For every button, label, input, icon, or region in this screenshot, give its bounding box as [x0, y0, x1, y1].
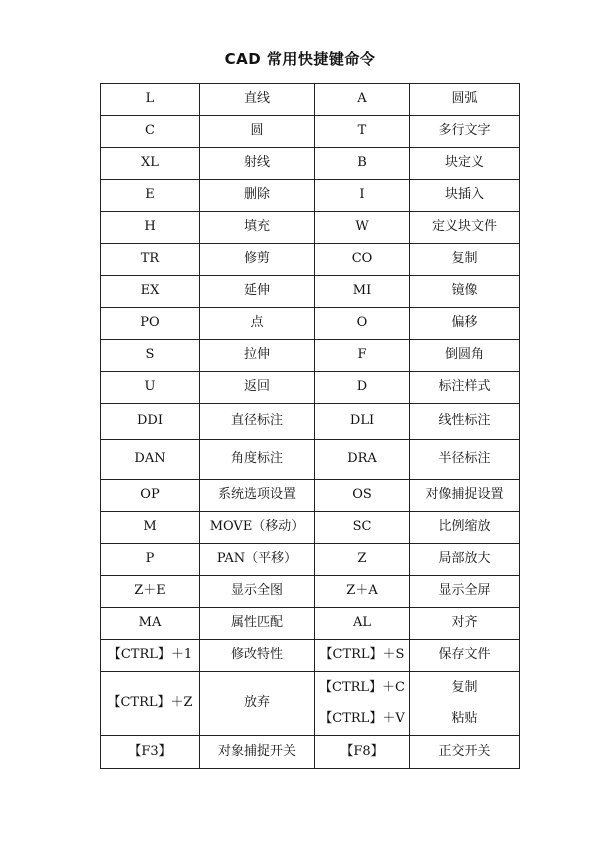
shortcut-key: PO [101, 308, 200, 340]
shortcut-key: EX [101, 276, 200, 308]
command-name: 半径标注 [410, 440, 520, 480]
command-name: 粘贴 [451, 711, 478, 726]
shortcut-key: U [101, 372, 200, 404]
shortcut-key: 【CTRL】＋C [319, 679, 405, 695]
table-row [101, 148, 520, 180]
command-name: 射线 [200, 148, 315, 180]
command-name: 对像捕捉设置 [410, 480, 520, 512]
shortcut-key: 【CTRL】＋V [319, 711, 405, 726]
command-name: 块定义 [410, 148, 520, 180]
command-name: 圆 [200, 116, 315, 148]
shortcut-key: L [101, 84, 200, 116]
command-name: 倒圆角 [410, 340, 520, 372]
command-name: 对齐 [410, 608, 520, 640]
shortcut-key: AL [315, 608, 410, 640]
table-row [101, 736, 520, 769]
shortcut-key: 【CTRL】＋S [315, 640, 410, 672]
shortcut-key: DAN [101, 440, 200, 480]
command-name: 角度标注 [200, 440, 315, 480]
shortcut-key: T [315, 116, 410, 148]
command-name: PAN（平移） [200, 544, 315, 576]
table-row [101, 640, 520, 672]
shortcut-key: CO [315, 244, 410, 276]
command-name: 圆弧 [410, 84, 520, 116]
shortcut-key: O [315, 308, 410, 340]
table-row [101, 276, 520, 308]
shortcut-key: Z＋A [315, 576, 410, 608]
shortcut-key: OS [315, 480, 410, 512]
shortcut-key: D [315, 372, 410, 404]
command-name: 删除 [200, 180, 315, 212]
table-row [101, 116, 520, 148]
shortcut-key: E [101, 180, 200, 212]
shortcut-key: M [101, 512, 200, 544]
command-name: 填充 [200, 212, 315, 244]
shortcut-key: Z＋E [101, 576, 200, 608]
command-name: 拉伸 [200, 340, 315, 372]
shortcut-key: I [315, 180, 410, 212]
command-name: 多行文字 [410, 116, 520, 148]
shortcut-key: C [101, 116, 200, 148]
shortcut-key: DRA [315, 440, 410, 480]
shortcut-key: H [101, 212, 200, 244]
table-row [101, 608, 520, 640]
shortcut-key: W [315, 212, 410, 244]
table-row [101, 512, 520, 544]
table-row [101, 372, 520, 404]
shortcut-key: MI [315, 276, 410, 308]
command-name: 保存文件 [410, 640, 520, 672]
command-name: 直径标注 [200, 404, 315, 440]
shortcut-key: DLI [315, 404, 410, 440]
command-name: 延伸 [200, 276, 315, 308]
command-name: 比例缩放 [410, 512, 520, 544]
table-row [101, 404, 520, 440]
shortcut-key: P [101, 544, 200, 576]
command-name: 显示全图 [200, 576, 315, 608]
table-row [101, 672, 520, 736]
command-name: 块插入 [410, 180, 520, 212]
table-row [101, 212, 520, 244]
table-row [101, 544, 520, 576]
command-name: 复制 [410, 244, 520, 276]
command-name: 复制 [451, 679, 478, 695]
command-name: 修改特性 [200, 640, 315, 672]
command-name: 偏移 [410, 308, 520, 340]
command-name: 标注样式 [410, 372, 520, 404]
table-row [101, 84, 520, 116]
table-row [101, 244, 520, 276]
command-name: 返回 [200, 372, 315, 404]
command-name: 放弃 [200, 672, 315, 736]
shortcut-key: A [315, 84, 410, 116]
table-row [101, 480, 520, 512]
command-name: 直线 [200, 84, 315, 116]
shortcut-key: 【CTRL】＋Z [101, 672, 200, 736]
command-name: 系统选项设置 [200, 480, 315, 512]
shortcut-key: Z [315, 544, 410, 576]
command-name: MOVE（移动） [200, 512, 315, 544]
shortcut-key: F [315, 340, 410, 372]
command-name: 显示全屏 [410, 576, 520, 608]
shortcut-key: 【CTRL】＋1 [101, 640, 200, 672]
command-name: 属性匹配 [200, 608, 315, 640]
document-title: CAD 常用快捷键命令 [224, 50, 376, 68]
shortcut-key: DDI [101, 404, 200, 440]
command-name: 镜像 [410, 276, 520, 308]
command-name: 局部放大 [410, 544, 520, 576]
command-name: 线性标注 [410, 404, 520, 440]
shortcut-key: XL [101, 148, 200, 180]
shortcut-key: 【F3】 [101, 736, 200, 769]
table-row [101, 308, 520, 340]
table-row [101, 180, 520, 212]
command-name: 正交开关 [410, 736, 520, 769]
table-row [101, 576, 520, 608]
command-name-group [410, 672, 520, 736]
command-name: 定义块文件 [410, 212, 520, 244]
shortcut-key: B [315, 148, 410, 180]
table-row [101, 340, 520, 372]
command-name: 对象捕捉开关 [200, 736, 315, 769]
shortcut-key: MA [101, 608, 200, 640]
shortcut-key-group [315, 672, 410, 736]
shortcut-key: 【F8】 [315, 736, 410, 769]
shortcut-key: SC [315, 512, 410, 544]
command-name: 点 [200, 308, 315, 340]
command-name: 修剪 [200, 244, 315, 276]
shortcut-table [100, 83, 520, 769]
table-row [101, 440, 520, 480]
shortcut-key: OP [101, 480, 200, 512]
shortcut-key: S [101, 340, 200, 372]
shortcut-key: TR [101, 244, 200, 276]
